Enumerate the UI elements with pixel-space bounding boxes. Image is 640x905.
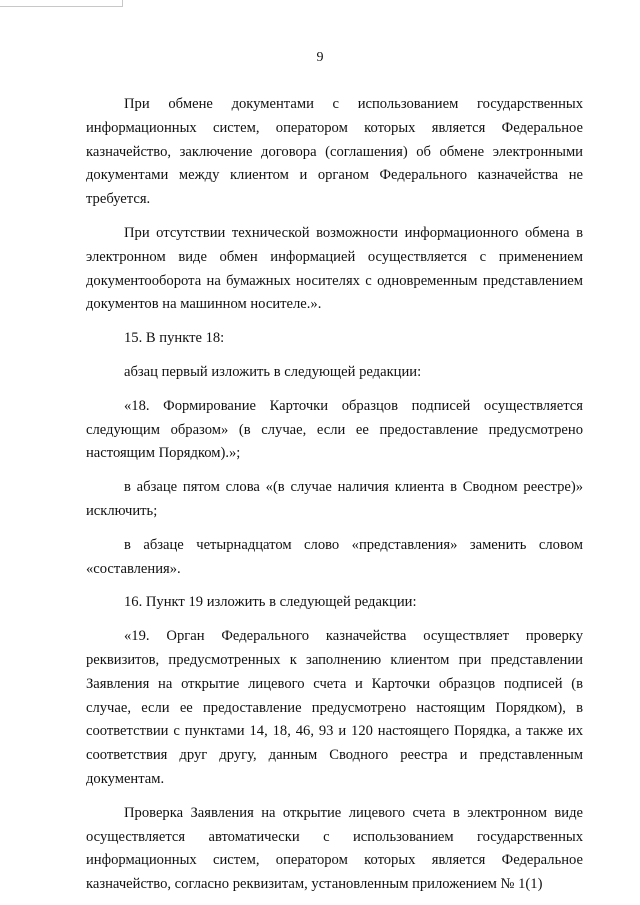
paragraph-item-16-heading: 16. Пункт 19 изложить в следующей редакции: bbox=[124, 594, 417, 611]
paragraph-item-19-text: «19. Орган Федерального казначейства осуществляет проверку реквизитов, предусмотренных к заполнению клиентом при представлении Заявления на открытие лицевого счета и Карточки образцов подписей (в случае, если ее предоставление предусмотрено настоящим Порядком), в соответствии с пунктами 14, 18, 46, 93 и 120 настоящего Порядка, а также их соответствия друг другу, данным Сводного реестра и представленным документам. bbox=[86, 628, 583, 787]
paragraph-fourteenth-abzac: в абзаце четырнадцатом слово «представления» заменить словом «составления». bbox=[86, 536, 583, 577]
paragraph-item-15-heading: 15. В пункте 18: bbox=[124, 330, 225, 347]
paragraph-electronic-check: Проверка Заявления на открытие лицевого счета в электронном виде осуществляется автоматически с использованием государственных информационных систем, оператором которых является Федеральное казначейство, согласно реквизитам, установленным приложением № 1(1) bbox=[86, 804, 583, 893]
page-number: 9 bbox=[316, 50, 324, 65]
paragraph-exchange-gis: При обмене документами с использованием государственных информационных систем, оператором которых является Федеральное казначейство, заключение договора (соглашения) об обмене электронными документами между клиентом и органом Федерального казначейства не требуется. bbox=[86, 96, 583, 208]
paragraph-paper-exchange: При отсутствии технической возможности информационного обмена в электронном виде обмен информацией осуществляется с применением документооборота на бумажных носителях с одновременным представлением документов на машинном носителе.». bbox=[86, 224, 583, 313]
scan-corner-mark bbox=[0, 0, 123, 7]
paragraph-fifth-abzac: в абзаце пятом слова «(в случае наличия клиента в Сводном реестре)» исключить; bbox=[86, 479, 583, 519]
document-body bbox=[86, 93, 583, 897]
paragraph-item-18-text: «18. Формирование Карточки образцов подписей осуществляется следующим образом» (в случае, если ее предоставление предусмотрено настоящим Порядком).»; bbox=[86, 397, 583, 462]
paragraph-first-abzac: абзац первый изложить в следующей редакции: bbox=[124, 363, 422, 380]
